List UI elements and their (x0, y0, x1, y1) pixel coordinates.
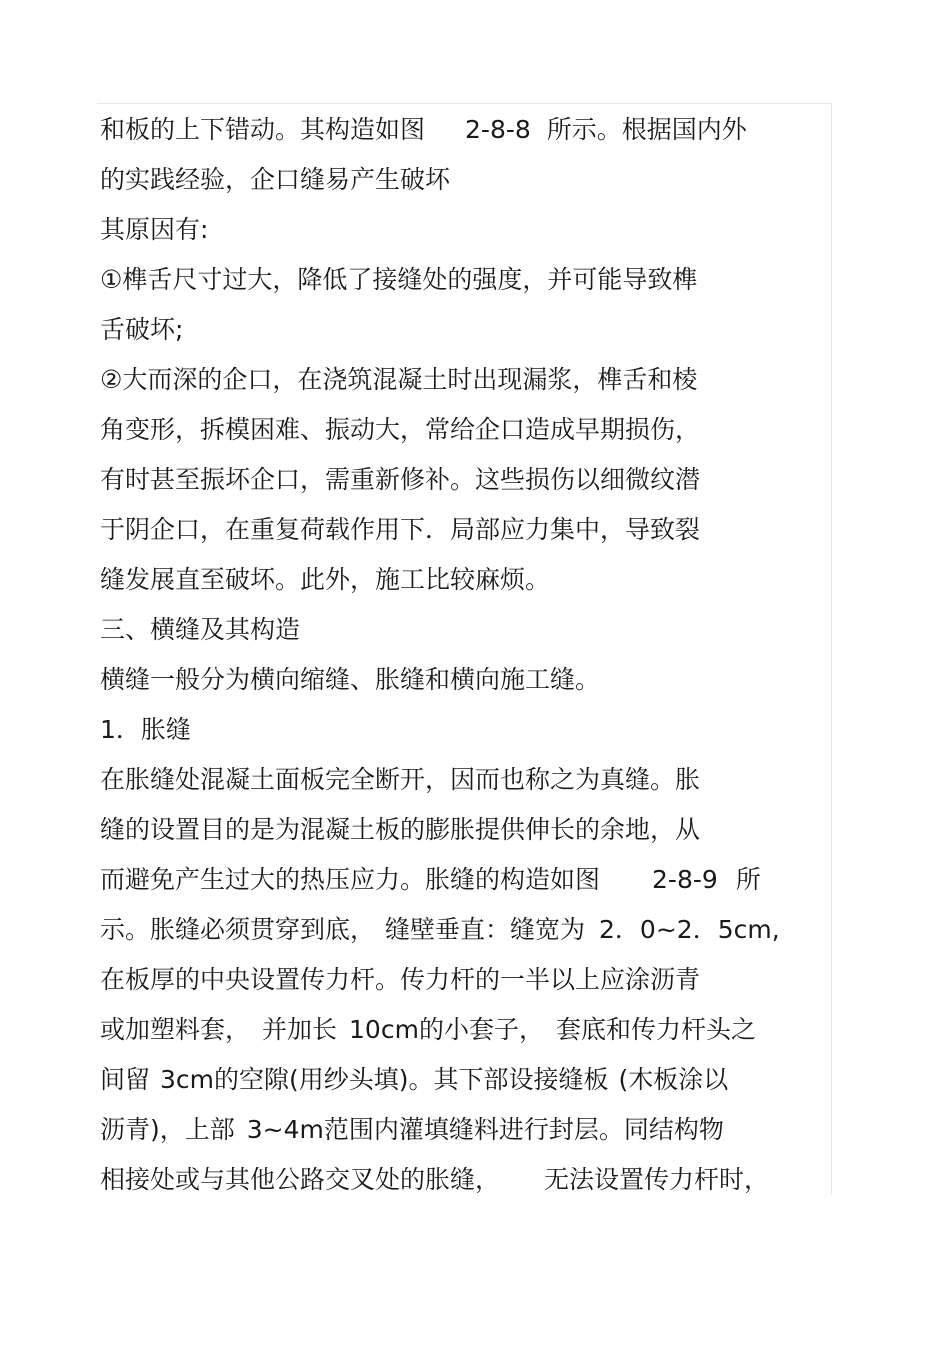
text-segment: 横缝一般分为横向缩缝、胀缝和横向施工缝。 (100, 665, 601, 694)
subsection-heading (100, 708, 830, 758)
text-segment: 3~4m范围内灌填缝料进行封层。同结构物 (246, 1115, 724, 1144)
text-segment: 并加长 (262, 1015, 338, 1044)
text-segment: ②大而深的企口，在浇筑混凝土时出现漏浆，榫舌和棱 (100, 365, 698, 394)
text-segment: 缝发展直至破坏。此外，施工比较麻烦。 (100, 565, 551, 594)
document-body (100, 108, 830, 1208)
text-segment: 有时甚至振坏企口，需重新修补。这些损伤以细微纹潜 (100, 465, 701, 494)
text-segment: 而避免产生过大的热压应力。胀缝的构造如图 (100, 865, 601, 894)
text-segment: 无法设置传力杆时， (544, 1165, 770, 1194)
text-line (100, 1108, 830, 1158)
text-segment: 和板的上下错动。其构造如图 (100, 115, 426, 144)
text-line (100, 208, 830, 258)
text-segment: 缝壁垂直：缝宽为 (385, 915, 586, 944)
text-segment: 于阴企口，在重复荷载作用下．局部应力集中，导致裂 (100, 515, 701, 544)
text-line (100, 858, 830, 908)
text-segment: 其原因有: (100, 215, 209, 244)
text-line (100, 158, 830, 208)
text-segment: 1．胀缝 (100, 715, 191, 744)
text-segment: 在板厚的中央设置传力杆。传力杆的一半以上应涂沥青 (100, 965, 701, 994)
text-segment: 所 (735, 865, 761, 894)
text-line (100, 658, 830, 708)
text-line (100, 308, 830, 358)
text-segment: 示。胀缝必须贯穿到底， (100, 915, 376, 944)
text-segment: 角变形，拆模困难、振动大，常给企口造成早期损伤， (100, 415, 701, 444)
text-segment: 缝的设置目的是为混凝土板的膨胀提供伸长的余地，从 (100, 815, 701, 844)
text-segment: 2．0~2．5cm, (599, 915, 780, 944)
text-segment: 所示。根据国内外 (546, 115, 747, 144)
text-line (100, 958, 830, 1008)
text-segment: (木板涂以 (618, 1065, 729, 1094)
text-segment: 3cm的空隙(用纱头填)。其下部设接缝板 (160, 1065, 609, 1094)
figure-ref: 2-8-9 (652, 865, 718, 894)
section-heading (100, 608, 830, 658)
text-segment: ①榫舌尺寸过大，降低了接缝处的强度，并可能导致榫 (100, 265, 698, 294)
text-line (100, 508, 830, 558)
text-segment: 沥青)，上部 (100, 1115, 235, 1144)
text-segment: 舌破坏; (100, 315, 184, 344)
text-line (100, 108, 830, 158)
figure-ref: 2-8-8 (465, 115, 531, 144)
text-segment: 10cm的小套子， (349, 1015, 544, 1044)
text-line (100, 908, 830, 958)
text-line (100, 1008, 830, 1058)
text-segment: 三、横缝及其构造 (100, 615, 301, 644)
text-line (100, 758, 830, 808)
text-segment: 套底和传力杆头之 (555, 1015, 756, 1044)
text-segment: 或加塑料套， (100, 1015, 251, 1044)
text-line (100, 358, 830, 408)
text-line (100, 808, 830, 858)
text-line (100, 458, 830, 508)
text-segment: 在胀缝处混凝土面板完全断开，因而也称之为真缝。胀 (100, 765, 701, 794)
text-line (100, 408, 830, 458)
text-segment: 相接处或与其他公路交叉处的胀缝， (100, 1165, 501, 1194)
text-segment: 间留 (100, 1065, 151, 1094)
text-segment: 的实践经验，企口缝易产生破坏 (100, 165, 451, 194)
text-line (100, 258, 830, 308)
text-line (100, 1058, 830, 1108)
text-line (100, 1158, 830, 1208)
text-line (100, 558, 830, 608)
